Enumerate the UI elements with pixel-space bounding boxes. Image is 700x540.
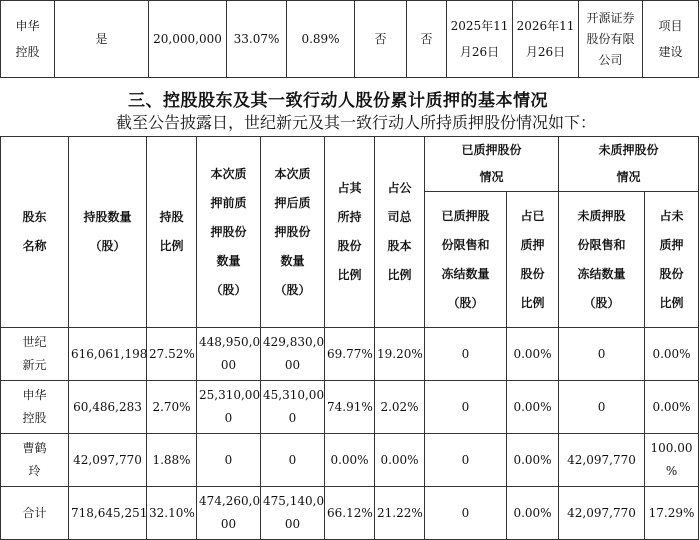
cell-after: 429,830,0 00: [261, 328, 325, 381]
cell-start-date: 2025年11 月26日: [447, 1, 513, 78]
cell-pct-own: 74.91%: [325, 381, 375, 434]
cell-after: 0: [261, 434, 325, 487]
cell-is-controlling: 是: [55, 1, 149, 78]
cell-name: 合计: [1, 487, 69, 540]
cell-supplementary: 否: [407, 1, 447, 78]
cell-end-date: 2026年11 月26日: [513, 1, 579, 78]
header-pct-own: 占其 所持 股份 比例: [325, 137, 375, 328]
table-row-total: [1, 487, 699, 540]
cell-ratio-total: 0.89%: [287, 1, 355, 78]
cell-holding: 718,645,251: [69, 487, 147, 540]
cell-after: 475,140,0 00: [261, 487, 325, 540]
cell-pledged-ratio: 0.00%: [507, 328, 559, 381]
pledge-detail-table: [0, 0, 699, 78]
cell-pct-total: 19.20%: [375, 328, 425, 381]
cell-unpledged-ratio: 0.00%: [645, 328, 699, 381]
header-shareholder-name: 股东 名称: [1, 137, 69, 328]
cell-name: 曹鹤 玲: [1, 434, 69, 487]
table-row: [1, 1, 699, 78]
cell-ratio: 32.10%: [147, 487, 197, 540]
cell-pledged-ratio: 0.00%: [507, 434, 559, 487]
cell-pledged-ratio: 0.00%: [507, 487, 559, 540]
cell-pct-own: 0.00%: [325, 434, 375, 487]
header-pledged-ratio: 占已 质押 股份 比例: [507, 192, 559, 328]
cell-ratio: 27.52%: [147, 328, 197, 381]
cell-pledged-ratio: 0.00%: [507, 381, 559, 434]
cell-holding: 60,486,283: [69, 381, 147, 434]
cell-unpledged-restricted: 42,097,770: [559, 487, 645, 540]
cell-pledged-shares: 20,000,000: [149, 1, 227, 78]
cell-pledgee: 开源证券 股份有限 公司: [579, 1, 643, 78]
table-row: [1, 434, 699, 487]
cell-pct-total: 0.00%: [375, 434, 425, 487]
cell-pledged-restricted: 0: [425, 328, 507, 381]
cell-after: 45,310,00 0: [261, 381, 325, 434]
header-unpledged-ratio: 占未 质押 股份 比例: [645, 192, 699, 328]
cell-restricted: 否: [355, 1, 407, 78]
header-pledged-group: 已质押股份 情况: [425, 137, 559, 192]
header-after-pledge: 本次质 押后质 押股份 数量 （股）: [261, 137, 325, 328]
cell-pct-own: 66.12%: [325, 487, 375, 540]
cell-unpledged-restricted: 0: [559, 381, 645, 434]
table-row: [1, 381, 699, 434]
table-row: [1, 328, 699, 381]
cell-before: 448,950,0 00: [197, 328, 261, 381]
cell-unpledged-ratio: 100.00 %: [645, 434, 699, 487]
header-holding: 持股数量 （股）: [69, 137, 147, 328]
cell-name: 申华 控股: [1, 381, 69, 434]
cell-pledged-restricted: 0: [425, 381, 507, 434]
header-pct-total: 占公 司总 股本 比例: [375, 137, 425, 328]
cell-unpledged-restricted: 42,097,770: [559, 434, 645, 487]
cell-pledged-restricted: 0: [425, 434, 507, 487]
cell-pct-own: 69.77%: [325, 328, 375, 381]
section-heading: 三、控股股东及其一致行动人股份累计质押的基本情况: [128, 91, 548, 111]
cell-name: 世纪 新元: [1, 328, 69, 381]
cell-purpose: 项目 建设: [643, 1, 699, 78]
cell-pct-total: 21.22%: [375, 487, 425, 540]
cell-ratio-own: 33.07%: [227, 1, 287, 78]
cell-pct-total: 2.02%: [375, 381, 425, 434]
intro-paragraph: 截至公告披露日，世纪新元及其一致行动人所持质押股份情况如下：: [116, 113, 597, 132]
header-pledged-restricted: 已质押股 份限售和 冻结数量 （股）: [425, 192, 507, 328]
cell-ratio: 1.88%: [147, 434, 197, 487]
cell-holding: 616,061,198: [69, 328, 147, 381]
cumulative-pledge-table: [0, 136, 699, 540]
header-unpledged-group: 未质押股份 情况: [559, 137, 699, 192]
cell-unpledged-ratio: 0.00%: [645, 381, 699, 434]
cell-pledged-restricted: 0: [425, 487, 507, 540]
cell-ratio: 2.70%: [147, 381, 197, 434]
cell-shareholder-name: 申华 控股: [1, 1, 55, 78]
cell-unpledged-restricted: 0: [559, 328, 645, 381]
header-holding-ratio: 持股 比例: [147, 137, 197, 328]
header-unpledged-restricted: 未质押股 份限售和 冻结数量 （股）: [559, 192, 645, 328]
cell-before: 0: [197, 434, 261, 487]
header-before-pledge: 本次质 押前质 押股份 数量 （股）: [197, 137, 261, 328]
header-row: [1, 137, 699, 192]
cell-before: 474,260,0 00: [197, 487, 261, 540]
cell-before: 25,310,00 0: [197, 381, 261, 434]
cell-holding: 42,097,770: [69, 434, 147, 487]
cell-unpledged-ratio: 17.29%: [645, 487, 699, 540]
